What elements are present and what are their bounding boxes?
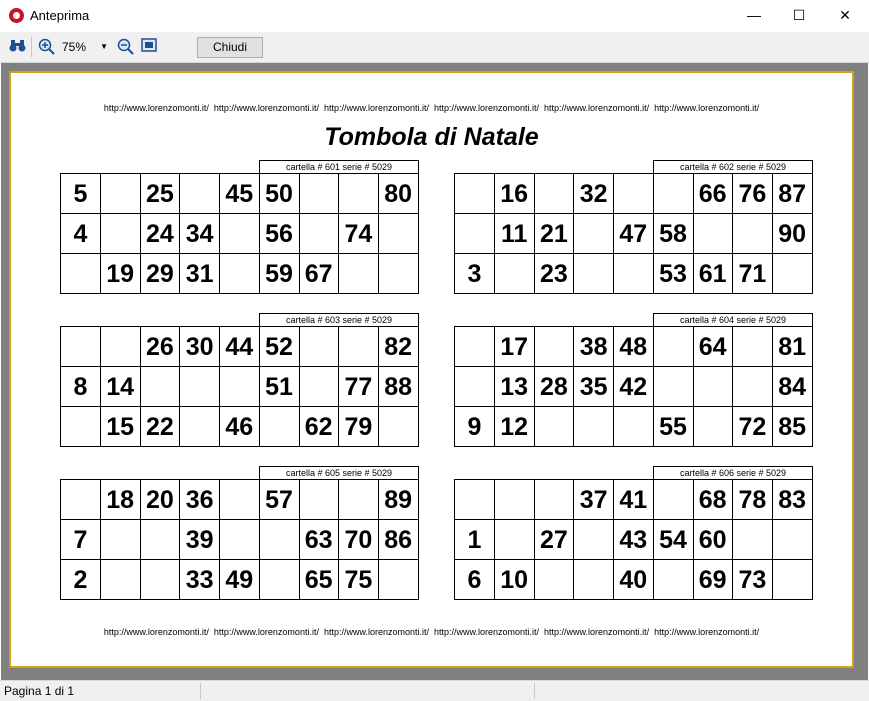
- number-cell: [654, 480, 694, 520]
- number-cell: 15: [101, 407, 141, 447]
- toolbar-separator: [31, 37, 32, 57]
- binoculars-icon[interactable]: [9, 38, 26, 55]
- number-cell: 37: [574, 480, 614, 520]
- zoom-in-icon[interactable]: [38, 38, 55, 55]
- number-cell: 25: [140, 174, 180, 214]
- number-cell: [534, 327, 574, 367]
- tombola-card: [60, 466, 419, 600]
- number-cell: 60: [693, 520, 733, 560]
- number-cell: 85: [773, 407, 813, 447]
- number-cell: 82: [379, 327, 419, 367]
- number-cell: 68: [693, 480, 733, 520]
- number-cell: [495, 520, 535, 560]
- print-page: [9, 71, 854, 668]
- status-bar: [0, 680, 869, 701]
- number-cell: [379, 560, 419, 600]
- number-cell: [495, 480, 535, 520]
- status-divider: [200, 683, 201, 699]
- number-cell: 57: [260, 480, 300, 520]
- card-grid: [60, 479, 418, 600]
- number-cell: 43: [614, 520, 654, 560]
- number-cell: [773, 560, 813, 600]
- header-url-line: http://www.lorenzomonti.it/ http://www.lorenzomonti.it/ http://www.lorenzomonti.it/ http://www.lorenzomonti.it/ http://www.lorenzomonti.it/ http://www.lorenzomonti.it/: [103, 103, 760, 113]
- number-cell: 78: [733, 480, 773, 520]
- number-cell: 18: [101, 480, 141, 520]
- number-cell: 51: [260, 367, 300, 407]
- number-cell: [654, 367, 694, 407]
- number-cell: 31: [180, 254, 220, 294]
- number-cell: [61, 407, 101, 447]
- app-icon: [9, 8, 24, 23]
- number-cell: [574, 407, 614, 447]
- number-cell: 55: [654, 407, 694, 447]
- number-cell: 89: [379, 480, 419, 520]
- maximize-button[interactable]: ☐: [792, 7, 806, 23]
- tombola-card: [454, 313, 813, 447]
- preview-area[interactable]: [1, 63, 868, 680]
- number-cell: [101, 327, 141, 367]
- number-cell: 49: [220, 560, 260, 600]
- number-cell: 12: [495, 407, 535, 447]
- number-cell: [101, 520, 141, 560]
- number-cell: [574, 254, 614, 294]
- number-cell: [534, 560, 574, 600]
- number-cell: 71: [733, 254, 773, 294]
- number-cell: 39: [180, 520, 220, 560]
- number-cell: 75: [339, 560, 379, 600]
- page-indicator: Pagina 1 di 1: [4, 684, 75, 698]
- number-cell: 50: [260, 174, 300, 214]
- card-label: cartella # 605 serie # 5029: [259, 466, 419, 480]
- number-cell: [61, 327, 101, 367]
- number-cell: [534, 174, 574, 214]
- number-cell: 86: [379, 520, 419, 560]
- number-cell: 62: [299, 407, 339, 447]
- number-cell: 29: [140, 254, 180, 294]
- number-cell: 38: [574, 327, 614, 367]
- number-cell: [534, 407, 574, 447]
- number-cell: [299, 174, 339, 214]
- number-cell: [773, 520, 813, 560]
- number-cell: [180, 174, 220, 214]
- number-cell: [455, 214, 495, 254]
- chevron-down-icon: ▼: [100, 42, 108, 51]
- number-cell: [299, 214, 339, 254]
- number-cell: 70: [339, 520, 379, 560]
- number-cell: [495, 254, 535, 294]
- number-cell: 22: [140, 407, 180, 447]
- number-cell: 74: [339, 214, 379, 254]
- number-cell: 73: [733, 560, 773, 600]
- number-cell: [693, 407, 733, 447]
- number-cell: [574, 214, 614, 254]
- number-cell: [299, 327, 339, 367]
- number-cell: 23: [534, 254, 574, 294]
- number-cell: 77: [339, 367, 379, 407]
- number-cell: [733, 327, 773, 367]
- number-cell: 46: [220, 407, 260, 447]
- number-cell: [693, 367, 733, 407]
- number-cell: [733, 520, 773, 560]
- number-cell: [534, 480, 574, 520]
- toolbar: [0, 32, 869, 63]
- number-cell: 33: [180, 560, 220, 600]
- number-cell: [101, 214, 141, 254]
- number-cell: [220, 367, 260, 407]
- number-cell: [455, 327, 495, 367]
- number-cell: 48: [614, 327, 654, 367]
- number-cell: [220, 254, 260, 294]
- number-cell: [140, 367, 180, 407]
- number-cell: 47: [614, 214, 654, 254]
- number-cell: 35: [574, 367, 614, 407]
- number-cell: [180, 407, 220, 447]
- number-cell: 10: [495, 560, 535, 600]
- number-cell: 41: [614, 480, 654, 520]
- number-cell: [220, 520, 260, 560]
- number-cell: 36: [180, 480, 220, 520]
- number-cell: 30: [180, 327, 220, 367]
- number-cell: [733, 214, 773, 254]
- tombola-card: [60, 160, 419, 294]
- number-cell: 81: [773, 327, 813, 367]
- zoom-select[interactable]: [62, 39, 110, 55]
- card-label: cartella # 602 serie # 5029: [653, 160, 813, 174]
- zoom-out-icon[interactable]: [117, 38, 134, 55]
- number-cell: [140, 520, 180, 560]
- number-cell: 65: [299, 560, 339, 600]
- number-cell: 21: [534, 214, 574, 254]
- number-cell: 4: [61, 214, 101, 254]
- number-cell: [61, 254, 101, 294]
- number-cell: 20: [140, 480, 180, 520]
- number-cell: 66: [693, 174, 733, 214]
- number-cell: 32: [574, 174, 614, 214]
- chiudi-button[interactable]: Chiudi: [197, 37, 263, 58]
- number-cell: 69: [693, 560, 733, 600]
- number-cell: 44: [220, 327, 260, 367]
- number-cell: [339, 254, 379, 294]
- number-cell: 79: [339, 407, 379, 447]
- number-cell: 83: [773, 480, 813, 520]
- number-cell: [654, 560, 694, 600]
- number-cell: 84: [773, 367, 813, 407]
- number-cell: [299, 367, 339, 407]
- card-grid: [454, 326, 812, 447]
- number-cell: 64: [693, 327, 733, 367]
- card-grid: [454, 479, 812, 600]
- number-cell: [260, 520, 300, 560]
- number-cell: 61: [693, 254, 733, 294]
- number-cell: 45: [220, 174, 260, 214]
- tombola-card: [60, 313, 419, 447]
- number-cell: 59: [260, 254, 300, 294]
- number-cell: 72: [733, 407, 773, 447]
- number-cell: [614, 254, 654, 294]
- number-cell: [220, 214, 260, 254]
- number-cell: [614, 174, 654, 214]
- number-cell: [455, 174, 495, 214]
- number-cell: 11: [495, 214, 535, 254]
- number-cell: [140, 560, 180, 600]
- number-cell: [260, 407, 300, 447]
- number-cell: 14: [101, 367, 141, 407]
- zoom-value: 75%: [62, 40, 87, 54]
- card-label: cartella # 604 serie # 5029: [653, 313, 813, 327]
- number-cell: 53: [654, 254, 694, 294]
- number-cell: [61, 480, 101, 520]
- number-cell: [220, 480, 260, 520]
- number-cell: 6: [455, 560, 495, 600]
- page-view-icon[interactable]: [141, 38, 157, 55]
- number-cell: 40: [614, 560, 654, 600]
- number-cell: [773, 254, 813, 294]
- number-cell: 88: [379, 367, 419, 407]
- number-cell: 3: [455, 254, 495, 294]
- number-cell: 63: [299, 520, 339, 560]
- number-cell: [180, 367, 220, 407]
- number-cell: 28: [534, 367, 574, 407]
- card-grid: [60, 173, 418, 294]
- number-cell: [574, 560, 614, 600]
- tombola-card: [454, 160, 813, 294]
- number-cell: 24: [140, 214, 180, 254]
- number-cell: 87: [773, 174, 813, 214]
- number-cell: 26: [140, 327, 180, 367]
- tombola-card: [454, 466, 813, 600]
- number-cell: 52: [260, 327, 300, 367]
- number-cell: [101, 560, 141, 600]
- page-title: Tombola di Natale: [324, 123, 539, 151]
- number-cell: 27: [534, 520, 574, 560]
- number-cell: 80: [379, 174, 419, 214]
- number-cell: 58: [654, 214, 694, 254]
- card-label: cartella # 606 serie # 5029: [653, 466, 813, 480]
- card-label: cartella # 601 serie # 5029: [259, 160, 419, 174]
- status-divider: [534, 683, 535, 699]
- number-cell: 17: [495, 327, 535, 367]
- number-cell: 13: [495, 367, 535, 407]
- close-window-button[interactable]: ✕: [839, 7, 851, 23]
- number-cell: [379, 407, 419, 447]
- number-cell: 16: [495, 174, 535, 214]
- number-cell: 1: [455, 520, 495, 560]
- number-cell: [455, 480, 495, 520]
- number-cell: [339, 174, 379, 214]
- footer-url-line: http://www.lorenzomonti.it/ http://www.lorenzomonti.it/ http://www.lorenzomonti.it/ http://www.lorenzomonti.it/ http://www.lorenzomonti.it/ http://www.lorenzomonti.it/: [103, 627, 760, 637]
- number-cell: [574, 520, 614, 560]
- card-grid: [454, 173, 812, 294]
- number-cell: 42: [614, 367, 654, 407]
- number-cell: [379, 214, 419, 254]
- number-cell: 9: [455, 407, 495, 447]
- number-cell: [101, 174, 141, 214]
- number-cell: [693, 214, 733, 254]
- number-cell: [654, 174, 694, 214]
- number-cell: [299, 480, 339, 520]
- number-cell: 90: [773, 214, 813, 254]
- number-cell: 7: [61, 520, 101, 560]
- number-cell: 54: [654, 520, 694, 560]
- number-cell: [654, 327, 694, 367]
- number-cell: 34: [180, 214, 220, 254]
- number-cell: [614, 407, 654, 447]
- number-cell: 5: [61, 174, 101, 214]
- number-cell: [455, 367, 495, 407]
- number-cell: [260, 560, 300, 600]
- number-cell: 19: [101, 254, 141, 294]
- title-bar: [0, 0, 869, 32]
- number-cell: 67: [299, 254, 339, 294]
- number-cell: [379, 254, 419, 294]
- number-cell: [339, 327, 379, 367]
- card-label: cartella # 603 serie # 5029: [259, 313, 419, 327]
- number-cell: 56: [260, 214, 300, 254]
- number-cell: 2: [61, 560, 101, 600]
- card-grid: [60, 326, 418, 447]
- number-cell: 76: [733, 174, 773, 214]
- number-cell: 8: [61, 367, 101, 407]
- window-title: Anteprima: [30, 8, 90, 23]
- number-cell: [339, 480, 379, 520]
- minimize-button[interactable]: —: [747, 7, 761, 23]
- number-cell: [733, 367, 773, 407]
